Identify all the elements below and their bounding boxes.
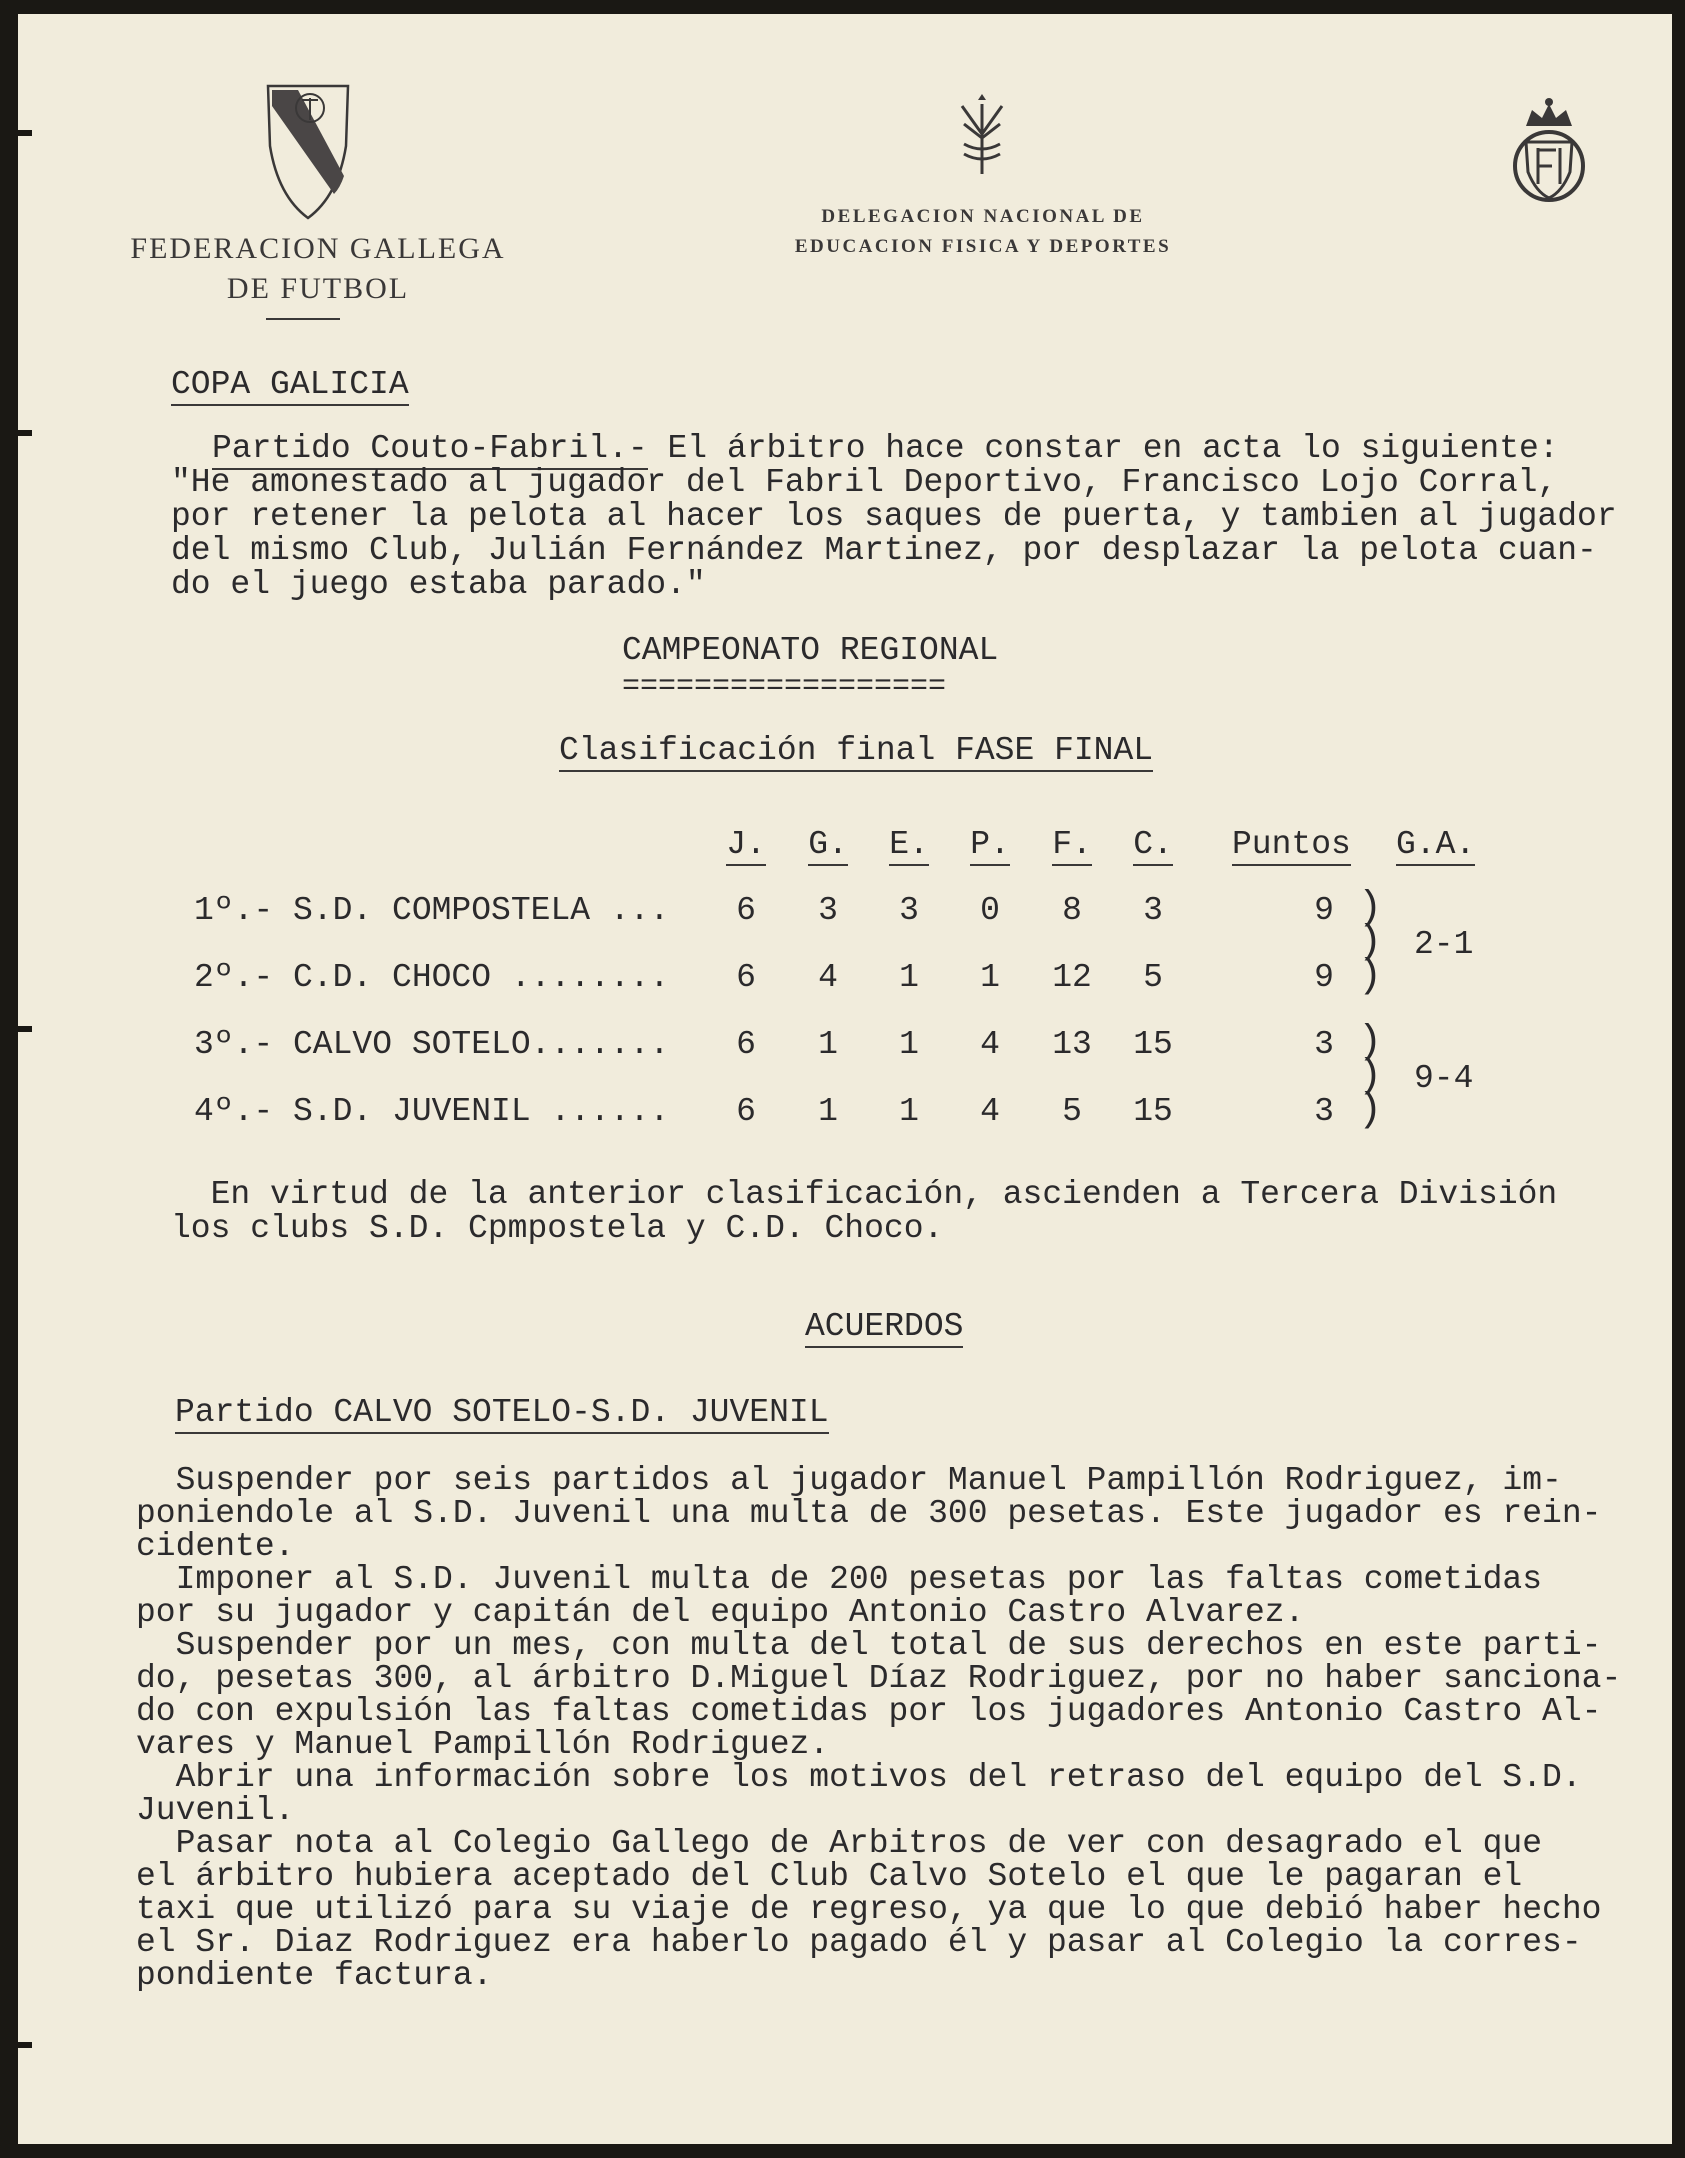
cell-e: 1: [899, 959, 919, 996]
bracket-group-2: ) ) ): [1358, 1020, 1383, 1133]
conclusion-paragraph: [18, 1178, 1672, 1248]
margin-mark: [18, 430, 32, 436]
cell-j: 6: [736, 892, 756, 929]
cell-p: 0: [980, 892, 1000, 929]
row-position: 1º.-: [194, 892, 274, 929]
ga-group-2: 9-4: [1414, 1060, 1474, 1097]
row-team: C.D. CHOCO ........: [293, 959, 670, 996]
cell-j: 6: [736, 1026, 756, 1063]
row-position: 2º.-: [194, 959, 274, 996]
acuerdos-line: Suspender por seis partidos al jugador Manuel Pampillón Rodriguez, im-: [136, 1462, 1562, 1499]
margin-mark: [18, 1026, 32, 1032]
org-name-line1: FEDERACION GALLEGA: [130, 232, 506, 265]
acuerdos-line: do, pesetas 300, al árbitro D.Miguel Díaz Rodriguez, por no haber sanciona-: [136, 1660, 1622, 1697]
cell-f: 5: [1062, 1093, 1082, 1130]
cell-c: 15: [1133, 1093, 1173, 1130]
copa-line-4: del mismo Club, Julián Fernández Martinez, por desplazar la pelota cuan-: [171, 532, 1597, 569]
cell-j: 6: [736, 1093, 756, 1130]
row-position: 3º.-: [194, 1026, 274, 1063]
copa-line-1: Partido Couto-Fabril.- El árbitro hace constar en acta lo siguiente:: [212, 432, 1559, 465]
cell-g: 1: [818, 1026, 838, 1063]
royal-crown-crest-icon: [1504, 92, 1594, 212]
cell-e: 1: [899, 1026, 919, 1063]
acuerdos-paragraph: [18, 1464, 1672, 2024]
table-row: [18, 959, 1672, 999]
org-divider: [266, 318, 340, 320]
acuerdos-line: poniendole al S.D. Juvenil una multa de 300 pesetas. Este jugador es rein-: [136, 1495, 1602, 1532]
col-header-ga: G.A.: [1396, 826, 1475, 863]
row-position: 4º.-: [194, 1093, 274, 1130]
delegation-line2: EDUCACION FISICA Y DEPORTES: [794, 236, 1172, 257]
acuerdos-line: Imponer al S.D. Juvenil multa de 200 pesetas por las faltas cometidas: [136, 1561, 1543, 1598]
acuerdos-line: Suspender por un mes, con multa del total de sus derechos en este parti-: [136, 1627, 1602, 1664]
acuerdos-line: Pasar nota al Colegio Gallego de Arbitros de ver con desagrado el que: [136, 1825, 1543, 1862]
margin-mark: [18, 2042, 32, 2048]
cell-g: 4: [818, 959, 838, 996]
cell-c: 15: [1133, 1026, 1173, 1063]
cell-p: 1: [980, 959, 1000, 996]
col-header-p: P.: [960, 826, 1020, 863]
conclusion-line-1: En virtud de la anterior clasificación, ascienden a Tercera División: [171, 1176, 1558, 1213]
margin-mark: [18, 130, 32, 136]
col-header-puntos: Puntos: [1232, 826, 1351, 863]
conclusion-line-2: los clubs S.D. Cpmpostela y C.D. Choco.: [171, 1210, 944, 1247]
cell-j: 6: [736, 959, 756, 996]
acuerdos-line: taxi que utilizó para su viaje de regreso, ya que lo que debió haber hecho: [136, 1891, 1602, 1928]
ga-group-1: 2-1: [1414, 926, 1474, 963]
title-rule: ==================: [622, 670, 947, 704]
cell-f: 8: [1062, 892, 1082, 929]
col-header-g: G.: [798, 826, 858, 863]
acuerdos-line: pondiente factura.: [136, 1957, 493, 1994]
acuerdos-line: el Sr. Diaz Rodriguez era haberlo pagado él y pasar al Colegio la corres-: [136, 1924, 1582, 1961]
cell-c: 3: [1143, 892, 1163, 929]
col-header-f: F.: [1042, 826, 1102, 863]
acuerdos-line: cidente.: [136, 1528, 295, 1565]
cell-p: 4: [980, 1026, 1000, 1063]
cell-e: 3: [899, 892, 919, 929]
acuerdos-line: por su jugador y capitán del equipo Antonio Castro Alvarez.: [136, 1594, 1305, 1631]
section-title-acuerdos: ACUERDOS: [805, 1308, 963, 1345]
shield-crest-icon: [258, 76, 358, 226]
acuerdos-line: do con expulsión las faltas cometidas por los jugadores Antonio Castro Al-: [136, 1693, 1602, 1730]
delegation-line1: DELEGACION NACIONAL DE: [821, 206, 1145, 227]
acuerdos-line: el árbitro hubiera aceptado del Club Calvo Sotelo el que le pagaran el: [136, 1858, 1523, 1895]
table-row: [18, 1093, 1672, 1133]
match-title-calvo-sotelo: Partido CALVO SOTELO-S.D. JUVENIL: [175, 1394, 829, 1431]
cell-f: 12: [1052, 959, 1092, 996]
cell-f: 13: [1052, 1026, 1092, 1063]
section-title-copa: COPA GALICIA: [171, 366, 409, 403]
copa-line-5: do el juego estaba parado.": [171, 566, 706, 603]
cell-g: 1: [818, 1093, 838, 1130]
row-team: S.D. COMPOSTELA ...: [293, 892, 670, 929]
cell-e: 1: [899, 1093, 919, 1130]
acuerdos-line: vares y Manuel Pampillón Rodriguez.: [136, 1726, 830, 1763]
row-team: CALVO SOTELO.......: [293, 1026, 670, 1063]
cell-puntos: 9: [1314, 892, 1334, 929]
standings-table: [18, 826, 1672, 1156]
cell-puntos: 3: [1314, 1026, 1334, 1063]
bracket-group-1: ) ) ): [1358, 886, 1383, 999]
cell-puntos: 9: [1314, 959, 1334, 996]
classification-subtitle: Clasificación final FASE FINAL: [559, 732, 1153, 769]
org-name-line2: DE FUTBOL: [226, 272, 410, 305]
acuerdos-line: Juvenil.: [136, 1792, 295, 1829]
col-header-e: E.: [879, 826, 939, 863]
cell-g: 3: [818, 892, 838, 929]
cell-puntos: 3: [1314, 1093, 1334, 1130]
col-header-c: C.: [1123, 826, 1183, 863]
copa-line-3: por retener la pelota al hacer los saques de puerta, y tambien al jugador: [171, 498, 1617, 535]
yoke-arrows-icon: [950, 94, 1014, 180]
copa-line-2: "He amonestado al jugador del Fabril Deportivo, Francisco Lojo Corral,: [171, 464, 1558, 501]
section-title-campeonato: CAMPEONATO REGIONAL: [622, 632, 999, 669]
acuerdos-line: Abrir una información sobre los motivos del retraso del equipo del S.D.: [136, 1759, 1582, 1796]
row-team: S.D. JUVENIL ......: [293, 1093, 670, 1130]
cell-p: 4: [980, 1093, 1000, 1130]
document-page: [18, 14, 1672, 2144]
cell-c: 5: [1143, 959, 1163, 996]
col-header-j: J.: [716, 826, 776, 863]
copa-match-label: Partido Couto-Fabril.-: [212, 430, 648, 470]
copa-paragraph: [18, 432, 1672, 602]
